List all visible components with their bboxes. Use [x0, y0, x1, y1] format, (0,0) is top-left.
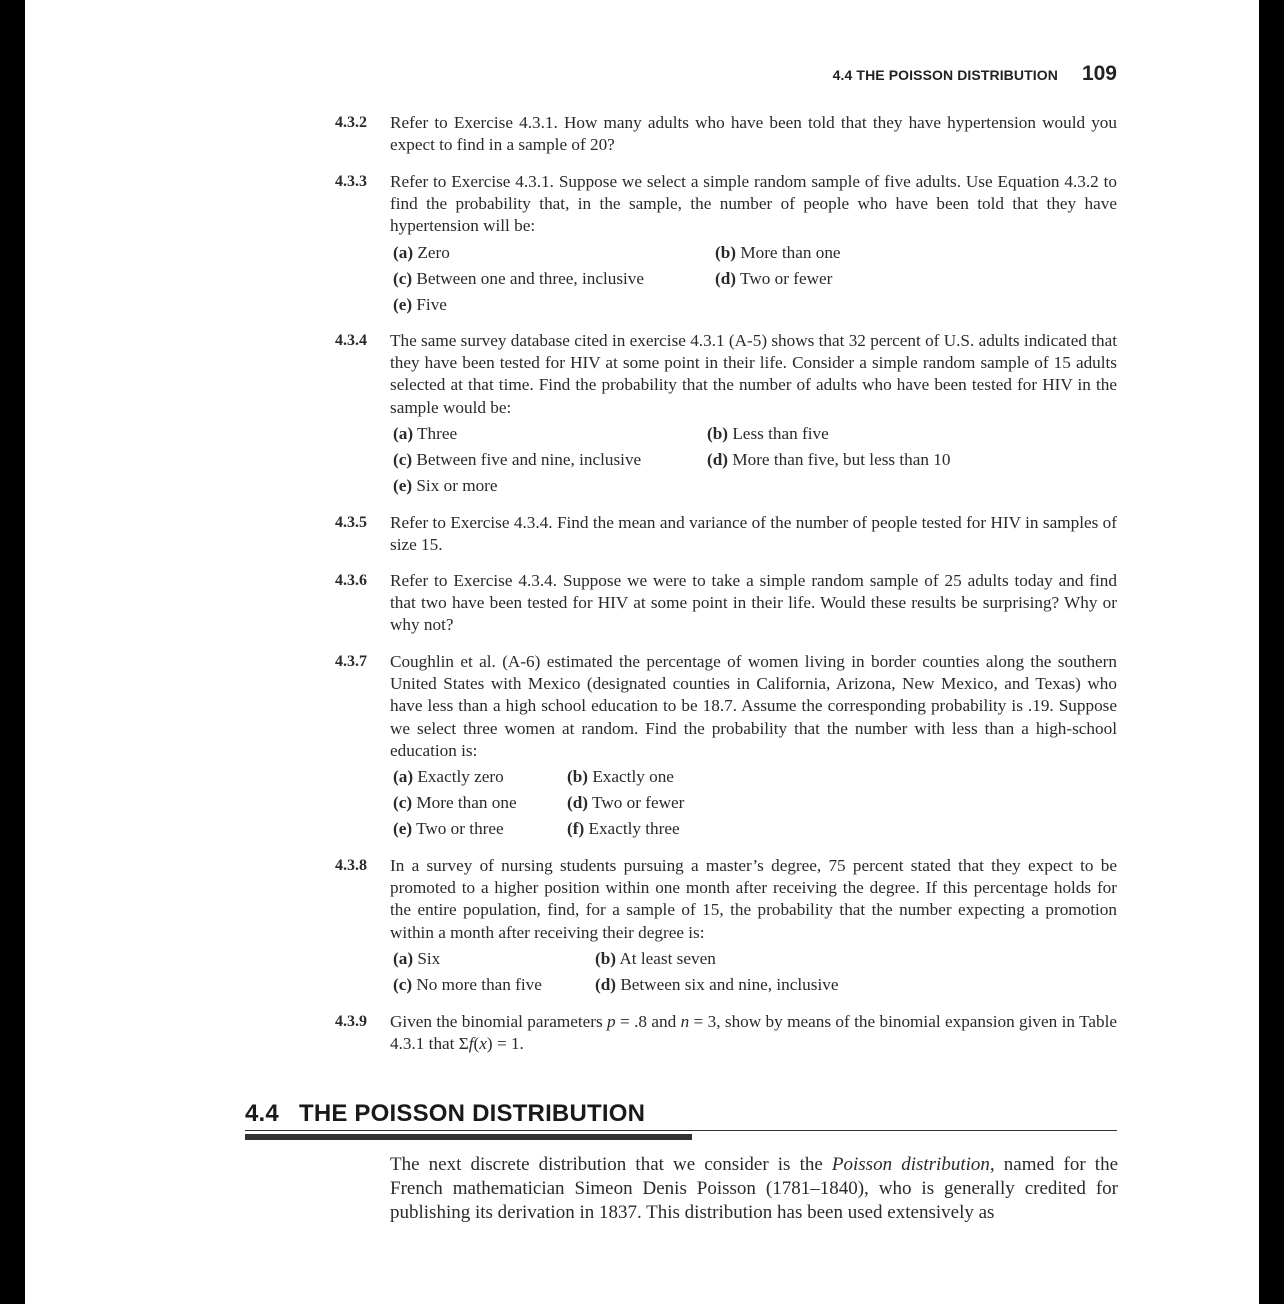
option-c: (c) No more than five [393, 975, 542, 995]
option-d: (d) More than five, but less than 10 [707, 450, 951, 470]
exercise-number: 4.3.4 [335, 332, 367, 349]
exercise-text: Refer to Exercise 4.3.4. Find the mean and variance of the number of people tested for HIV in samples of size 15. [390, 513, 1117, 555]
exercise-text: Coughlin et al. (A-6) estimated the percentage of women living in border counties along the southern United States with Mexico (designated counties in California, Arizona, New Mexico, and Texas) who have less than a high school education to be 18.7. Assume the corresponding probability is .19. Suppose we select three women at random. Find the probability that the number with less than a high-school education is: [390, 652, 1117, 760]
textbook-page [25, 0, 1259, 1304]
option-a: (a) Exactly zero [393, 767, 504, 787]
option-f: (f) Exactly three [567, 819, 680, 839]
running-header [833, 62, 1117, 86]
section-paragraph: The next discrete distribution that we consider is the Poisson distribution, named for the French mathematician Simeon Denis Poisson (1781–1840), who is generally credited for publishing its derivation in 1837. This distribution has been used extensively as [390, 1154, 1119, 1223]
exercise-text: Refer to Exercise 4.3.1. How many adults who have been told that they have hypertension would you expect to find in a sample of 20? [390, 113, 1117, 155]
option-e: (e) Five [393, 295, 447, 315]
option-d: (d) Between six and nine, inclusive [595, 975, 839, 995]
exercise-4-3-9 [335, 1011, 1117, 1055]
exercise-text: Refer to Exercise 4.3.4. Suppose we were to take a simple random sample of 25 adults today and find that two have been tested for HIV at some point in their life. Would these results be surprising? Why or why not? [390, 571, 1117, 635]
section-rule-thin [245, 1130, 1117, 1131]
option-b: (b) More than one [715, 242, 841, 262]
option-a: (a) Six [393, 948, 441, 968]
exercise-number: 4.3.3 [335, 173, 367, 190]
option-a: (a) Three [393, 423, 458, 443]
option-e: (e) Six or more [393, 476, 498, 496]
exercise-4-3-7 [335, 651, 1117, 841]
running-header-title: 4.4 THE POISSON DISTRIBUTION [832, 67, 1058, 83]
option-list [393, 766, 1117, 841]
option-list [393, 423, 1117, 498]
exercise-number: 4.3.5 [335, 514, 367, 531]
option-c: (c) More than one [393, 793, 517, 813]
option-e: (e) Two or three [393, 819, 504, 839]
section-heading [245, 1100, 645, 1128]
option-c: (c) Between one and three, inclusive [393, 268, 645, 288]
exercise-number: 4.3.9 [335, 1013, 367, 1030]
exercise-4-3-3 [335, 171, 1117, 316]
section-rule-thick [245, 1134, 692, 1140]
exercise-4-3-2 [335, 112, 1117, 156]
section-number: 4.4 [245, 1100, 279, 1127]
option-d: (d) Two or fewer [715, 268, 833, 288]
exercise-4-3-6 [335, 570, 1117, 637]
exercise-text: Given the binomial parameters p = .8 and n = 3, show by means of the binomial expansion given in Table 4.3.1 that Σf(x) = 1. [390, 1012, 1117, 1054]
option-b: (b) Exactly one [567, 767, 674, 787]
option-list [393, 242, 1117, 317]
exercise-4-3-8 [335, 855, 1117, 996]
exercise-number: 4.3.6 [335, 572, 367, 589]
option-c: (c) Between five and nine, inclusive [393, 450, 642, 470]
exercise-4-3-5 [335, 512, 1117, 556]
exercise-text: Refer to Exercise 4.3.1. Suppose we select a simple random sample of five adults. Use Equation 4.3.2 to find the probability that, in the sample, the number of people who have been told that they have hypertension will be: [390, 172, 1117, 236]
page-number: 109 [1081, 62, 1117, 85]
option-d: (d) Two or fewer [567, 793, 685, 813]
exercise-number: 4.3.7 [335, 653, 367, 670]
exercise-number: 4.3.8 [335, 857, 367, 874]
option-a: (a) Zero [393, 242, 450, 262]
option-list [393, 948, 1117, 996]
exercise-text: The same survey database cited in exercise 4.3.1 (A-5) shows that 32 percent of U.S. adults indicated that they have been tested for HIV at some point in their life. Consider a simple random sample of 15 adults selected at that time. Find the probability that the number of adults who have been tested for HIV in the sample would be: [390, 331, 1117, 417]
section-title: THE POISSON DISTRIBUTION [298, 1100, 646, 1127]
option-b: (b) Less than five [707, 423, 829, 443]
exercise-text: In a survey of nursing students pursuing a master’s degree, 75 percent stated that they expect to be promoted to a higher position within one month after receiving the degree. If this percentage holds for the entire population, find, for a sample of 15, the probability that the number expecting a promotion within a month after receiving their degree is: [390, 856, 1117, 942]
exercise-4-3-4 [335, 330, 1117, 497]
exercise-number: 4.3.2 [335, 114, 367, 131]
option-b: (b) At least seven [595, 948, 716, 968]
